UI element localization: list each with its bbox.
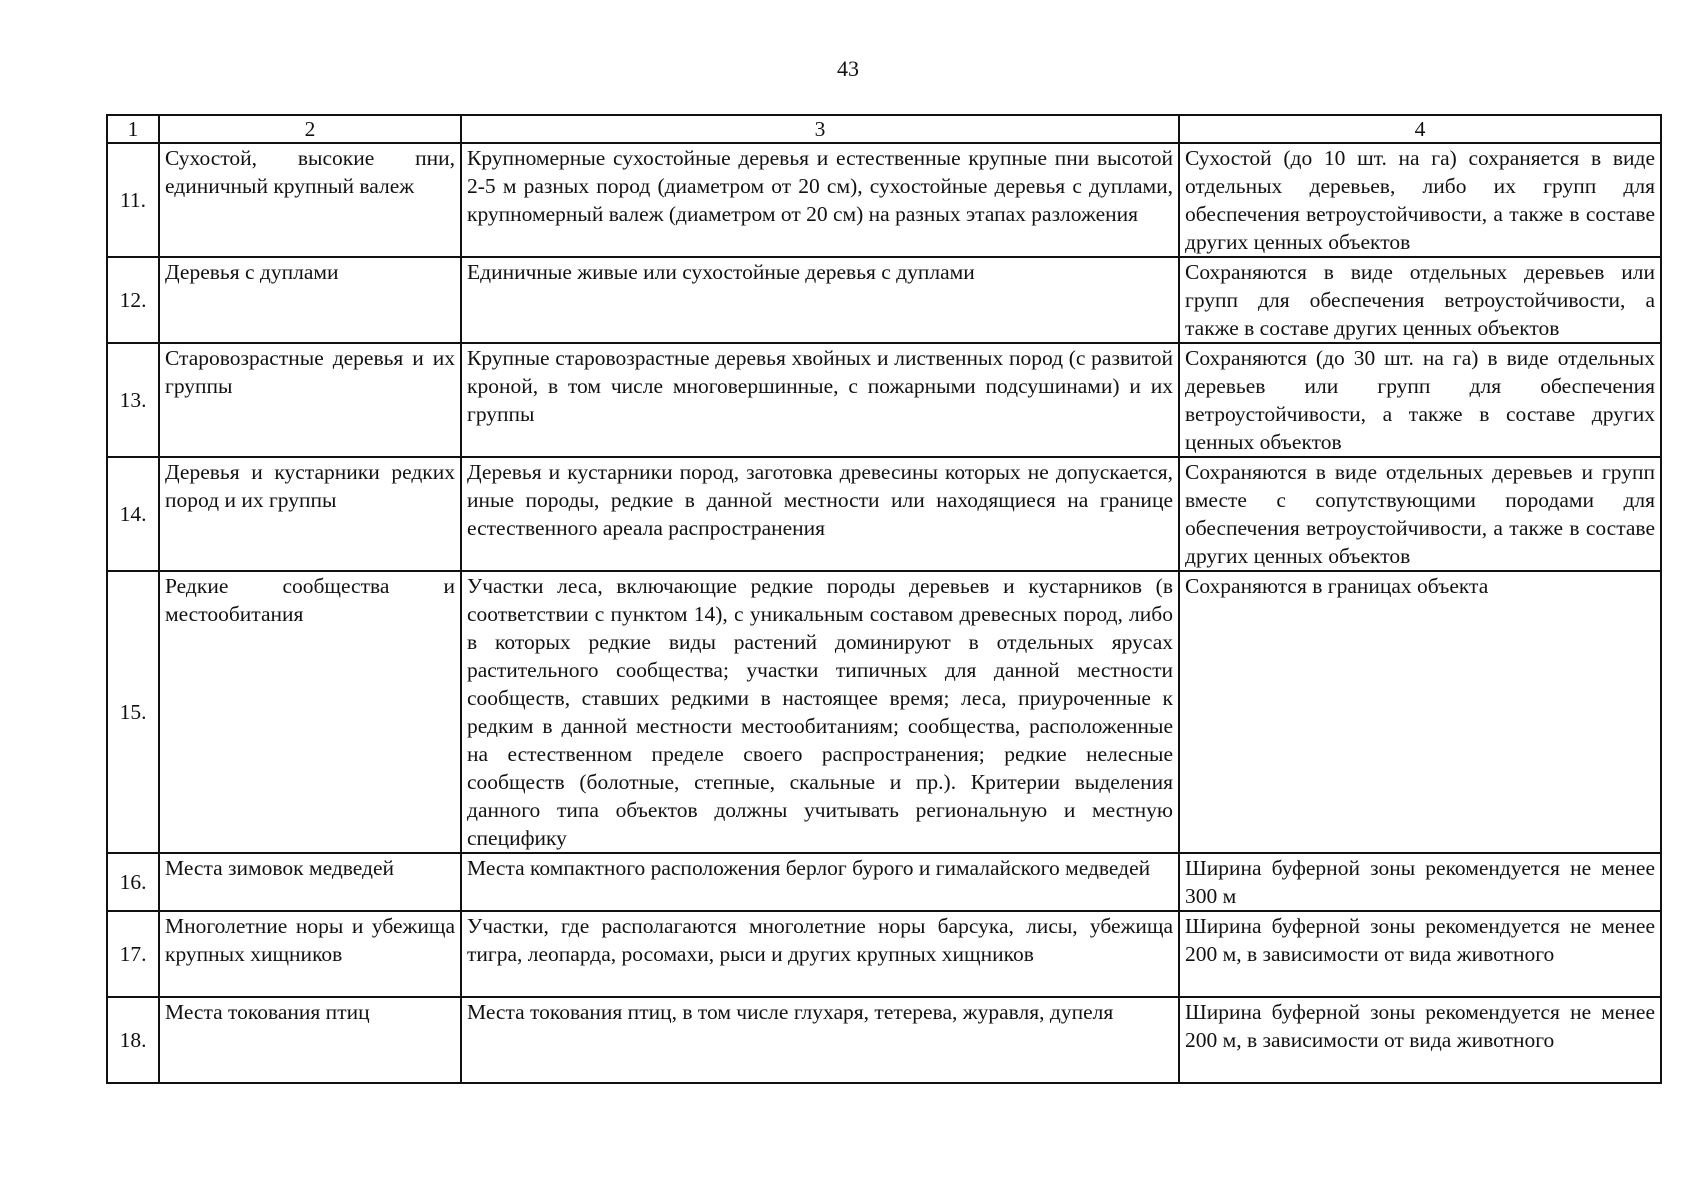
header-cell-1: 1 xyxy=(107,115,159,143)
page-number: 43 xyxy=(837,56,859,81)
measures-cell: Сохраняются в границах объекта xyxy=(1179,571,1661,853)
table-row xyxy=(107,257,1661,343)
row-number: 15. xyxy=(107,571,159,853)
description-cell: Крупные старовозрастные деревья хвойных и лиственных пород (с развитой кроной, в том числе многовершинные, с пожарными подсушинами) и их группы xyxy=(461,343,1179,457)
measures-cell: Ширина буферной зоны рекомендуется не менее 200 м, в зависимости от вида животного xyxy=(1179,911,1661,997)
measures-cell: Сохраняются в виде отдельных деревьев или групп для обеспечения ветроустойчивости, а также в составе других ценных объектов xyxy=(1179,257,1661,343)
description-cell: Участки леса, включающие редкие породы деревьев и кустарников (в соответствии с пунктом 14), с уникальным составом древесных пород, либо в которых редкие виды растений доминируют в отдельных ярусах растительного сообщества; участки типичных для данной местности сообществ, ставших редкими в настоящее время; леса, приуроченные к редким в данной местности местообитаниям; сообщества, расположенные на естественном пределе своего распространения; редкие нелесные сообществ (болотные, степные, скальные и пр.). Критерии выделения данного типа объектов должны учитывать региональную и местную специфику xyxy=(461,571,1179,853)
description-cell: Крупномерные сухостойные деревья и естественные крупные пни высотой 2-5 м разных пород (диаметром от 20 см), сухостойные деревья с дуплами, крупномерный валеж (диаметром от 20 см) на разных этапах разложения xyxy=(461,143,1179,257)
description-cell: Единичные живые или сухостойные деревья с дуплами xyxy=(461,257,1179,343)
object-name-cell: Деревья и кустарники редких пород и их группы xyxy=(159,457,461,571)
object-name-cell: Сухостой, высокие пни, единичный крупный валеж xyxy=(159,143,461,257)
table-row xyxy=(107,457,1661,571)
table-row xyxy=(107,571,1661,853)
measures-cell: Ширина буферной зоны рекомендуется не менее 300 м xyxy=(1179,853,1661,911)
row-number: 14. xyxy=(107,457,159,571)
header-cell-4: 4 xyxy=(1179,115,1661,143)
table-row xyxy=(107,853,1661,911)
row-number: 11. xyxy=(107,143,159,257)
object-name-cell: Многолетние норы и убежища крупных хищников xyxy=(159,911,461,997)
objects-table xyxy=(106,114,1662,1084)
object-name-cell: Места токования птиц xyxy=(159,997,461,1083)
description-cell: Деревья и кустарники пород, заготовка древесины которых не допускается, иные породы, редкие в данной местности или находящиеся на границе естественного ареала распространения xyxy=(461,457,1179,571)
row-number: 17. xyxy=(107,911,159,997)
measures-cell: Сохраняются в виде отдельных деревьев и групп вместе с сопутствующими породами для обеспечения ветроустойчивости, а также в составе других ценных объектов xyxy=(1179,457,1661,571)
table-row xyxy=(107,143,1661,257)
measures-cell: Сухостой (до 10 шт. на га) сохраняется в виде отдельных деревьев, либо их групп для обеспечения ветроустойчивости, а также в составе других ценных объектов xyxy=(1179,143,1661,257)
measures-cell: Ширина буферной зоны рекомендуется не менее 200 м, в зависимости от вида животного xyxy=(1179,997,1661,1083)
row-number: 12. xyxy=(107,257,159,343)
table-row xyxy=(107,911,1661,997)
description-cell: Места токования птиц, в том числе глухаря, тетерева, журавля, дупеля xyxy=(461,997,1179,1083)
table-row xyxy=(107,997,1661,1083)
description-cell: Места компактного расположения берлог бурого и гималайского медведей xyxy=(461,853,1179,911)
object-name-cell: Места зимовок медведей xyxy=(159,853,461,911)
table-row xyxy=(107,343,1661,457)
object-name-cell: Редкие сообщества и местообитания xyxy=(159,571,461,853)
measures-cell: Сохраняются (до 30 шт. на га) в виде отдельных деревьев или групп для обеспечения ветроустойчивости, а также в составе других ценных объектов xyxy=(1179,343,1661,457)
table-header-row xyxy=(107,115,1661,143)
object-name-cell: Деревья с дуплами xyxy=(159,257,461,343)
row-number: 16. xyxy=(107,853,159,911)
header-cell-3: 3 xyxy=(461,115,1179,143)
header-cell-2: 2 xyxy=(159,115,461,143)
row-number: 18. xyxy=(107,997,159,1083)
object-name-cell: Старовозрастные деревья и их группы xyxy=(159,343,461,457)
description-cell: Участки, где располагаются многолетние норы барсука, лисы, убежища тигра, леопарда, росомахи, рыси и других крупных хищников xyxy=(461,911,1179,997)
row-number: 13. xyxy=(107,343,159,457)
